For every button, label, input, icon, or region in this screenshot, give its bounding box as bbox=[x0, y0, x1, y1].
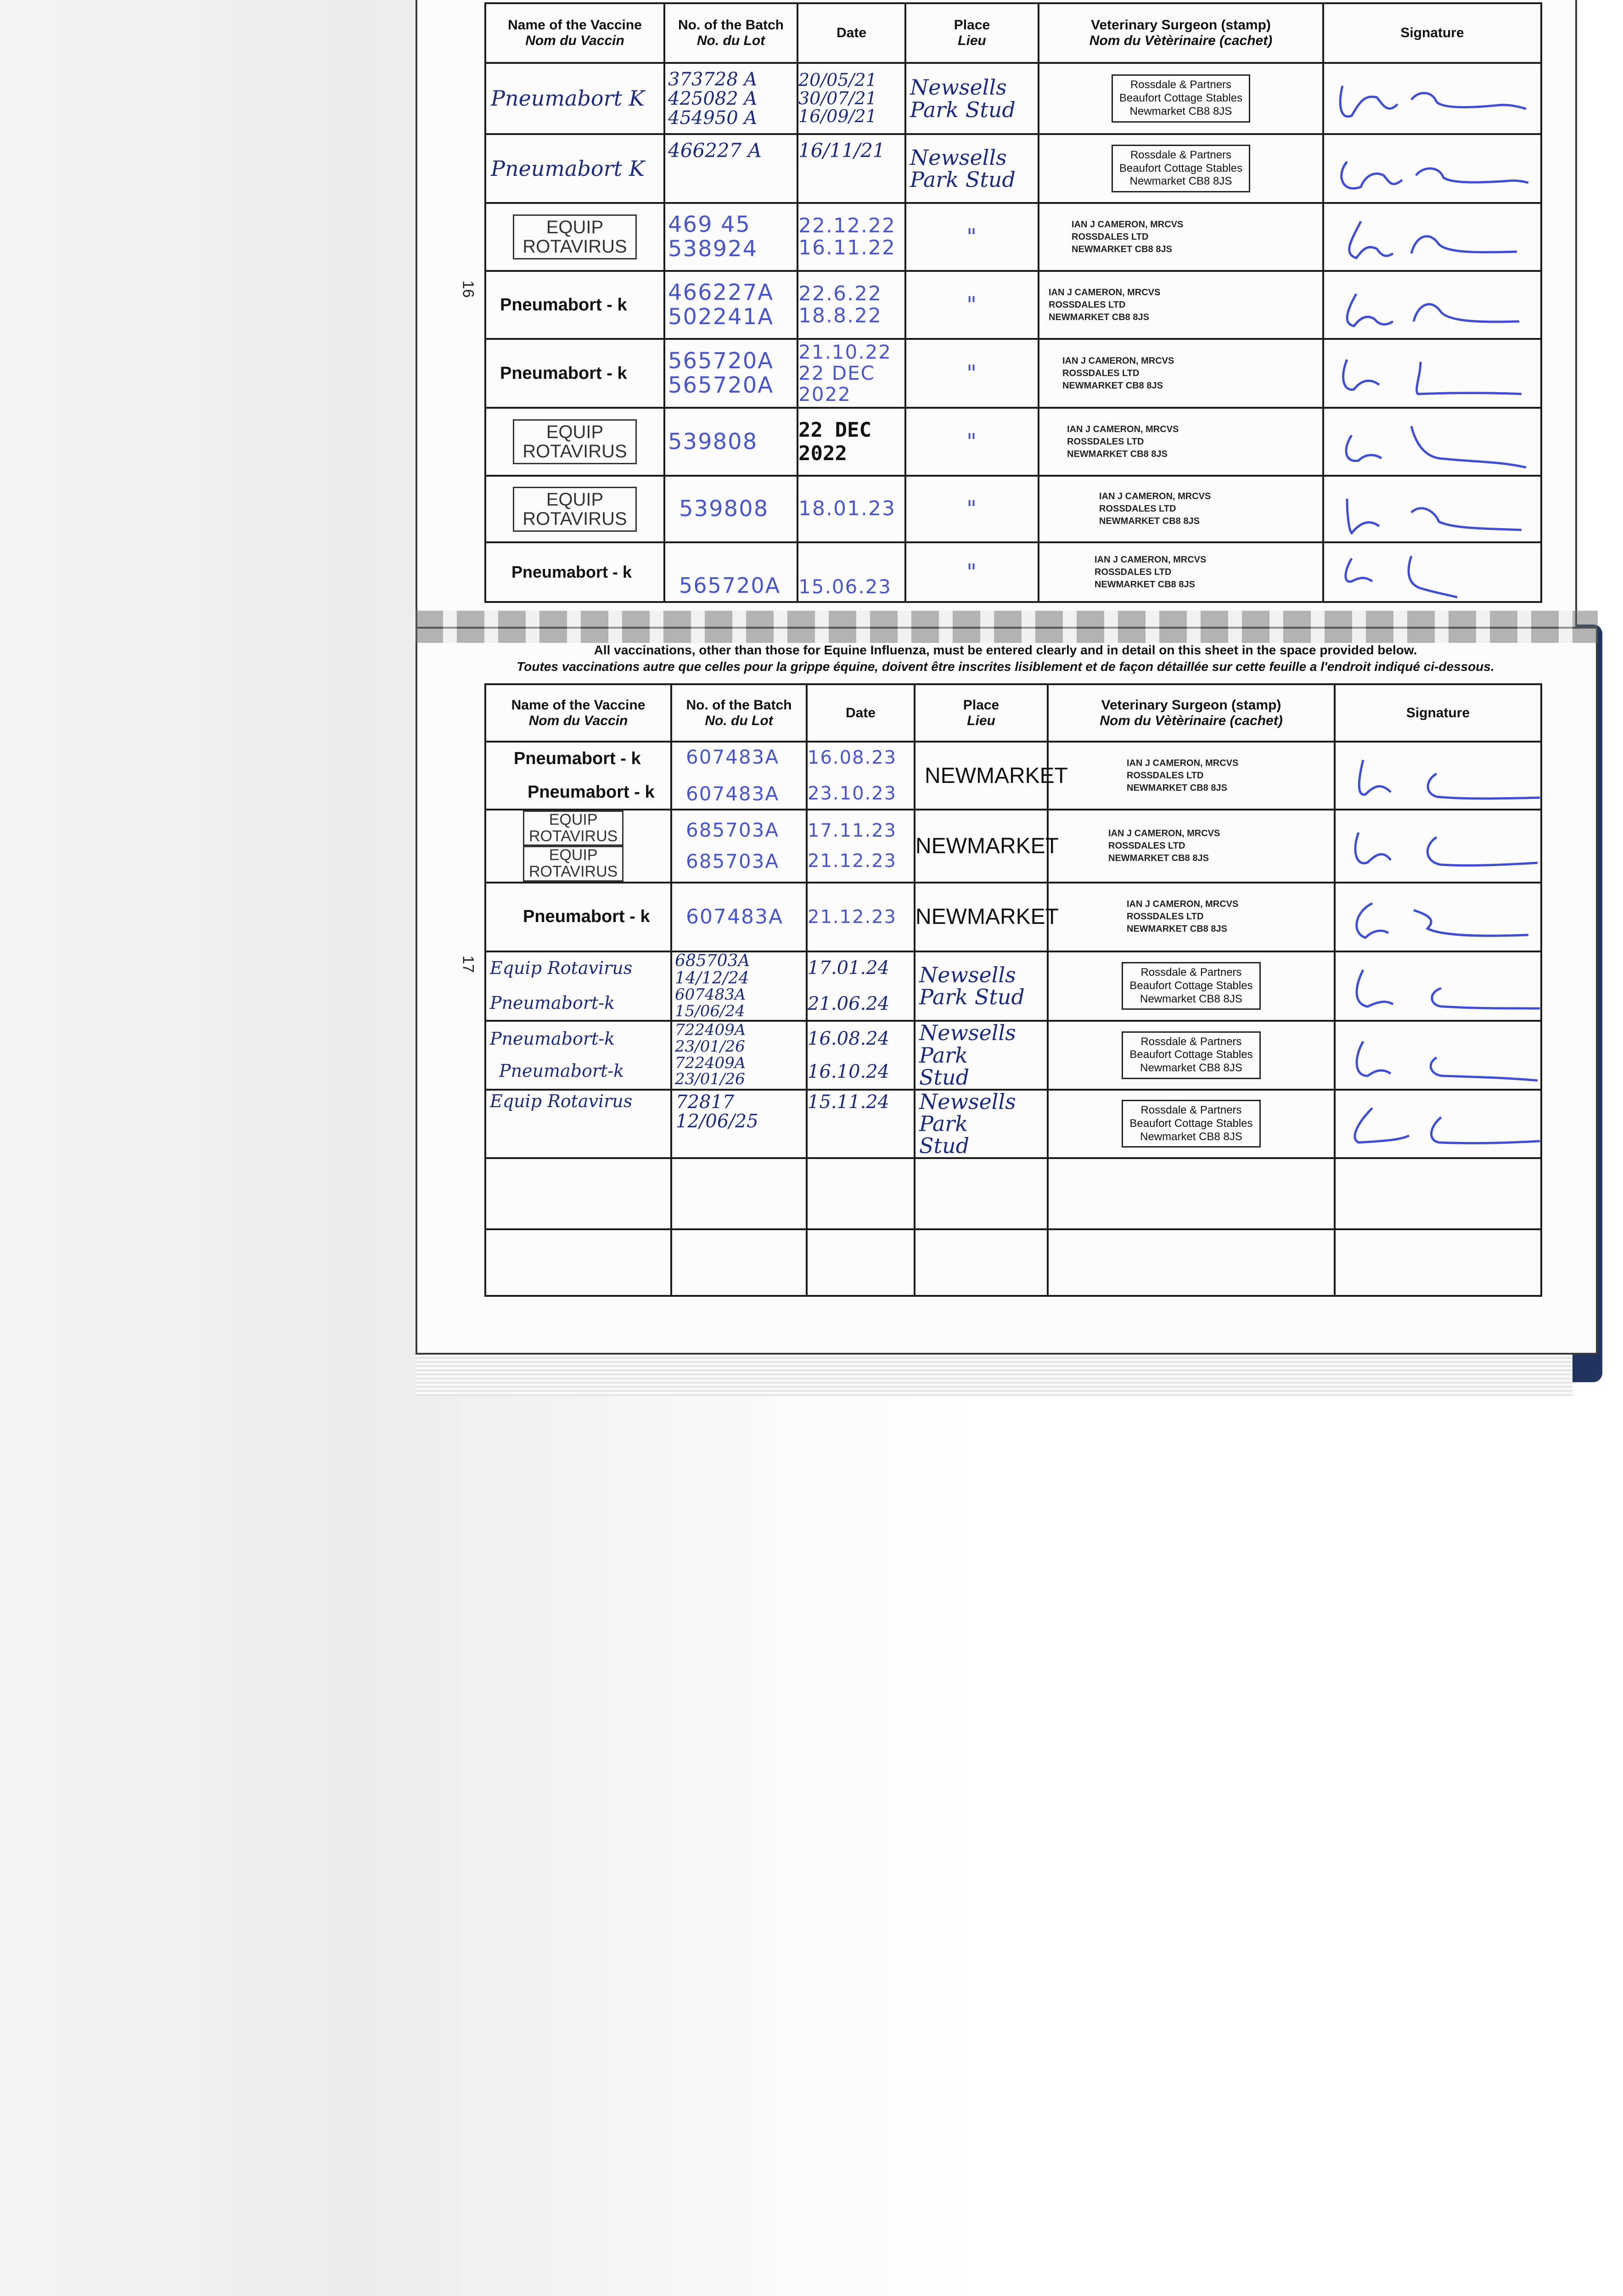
vaccine-name-stamp: EQUIP ROTAVIRUS bbox=[523, 810, 623, 846]
table-row bbox=[485, 542, 1541, 602]
vaccine-name: Pneumabort - k bbox=[511, 563, 632, 581]
vaccination-date: 22.12.22 16.11.22 bbox=[798, 214, 896, 259]
vaccination-date: 17.11.23 bbox=[808, 820, 897, 842]
vet-stamp-rossdale: Rossdale & Partners Beaufort Cottage Stables Newmarket CB8 8JS bbox=[1122, 962, 1260, 1010]
vaccination-place-ditto: " bbox=[966, 360, 978, 386]
signature-cell bbox=[1323, 271, 1541, 339]
vet-stamp-rossdale: Rossdale & Partners Beaufort Cottage Stables Newmarket CB8 8JS bbox=[1112, 145, 1250, 192]
vaccination-date-stamp: 22 DEC 2022 bbox=[798, 418, 871, 465]
header-batch: No. of the Batch No. du Lot bbox=[664, 3, 797, 63]
signature-cell bbox=[1335, 742, 1541, 810]
vet-signature bbox=[1345, 892, 1542, 947]
table-row bbox=[485, 810, 1541, 883]
vaccination-date: 15.11.24 bbox=[808, 1091, 890, 1113]
vet-signature bbox=[1333, 72, 1531, 127]
table-row bbox=[485, 1090, 1541, 1158]
signature-cell bbox=[1323, 476, 1541, 542]
header-place: Place Lieu bbox=[915, 684, 1048, 742]
vet-signature bbox=[1333, 551, 1531, 602]
signature-cell bbox=[1335, 883, 1541, 951]
vet-signature bbox=[1333, 143, 1531, 198]
batch-number: 539808 bbox=[668, 428, 758, 455]
vaccination-date: 16.10.24 bbox=[808, 1061, 890, 1082]
vaccination-place: Newsells Park Stud bbox=[919, 1020, 1016, 1090]
vaccination-date: 20/05/21 30/07/21 16/09/21 bbox=[798, 69, 877, 127]
vaccine-name: Equip Rotavirus bbox=[490, 958, 633, 979]
vet-stamp-cameron: IAN J CAMERON, MRCVS ROSSDALES LTD NEWMARKET CB8 8JS bbox=[1127, 899, 1239, 934]
vaccination-place-ditto: " bbox=[966, 224, 978, 250]
batch-number: 607483A 15/06/24 bbox=[675, 985, 746, 1021]
signature-cell bbox=[1323, 134, 1541, 203]
header-vet: Veterinary Surgeon (stamp) Nom du Vètèrinaire (cachet) bbox=[1039, 3, 1323, 63]
vaccination-place: NEWMARKET bbox=[925, 763, 1068, 788]
signature-cell bbox=[1323, 542, 1541, 602]
vaccination-place-ditto: " bbox=[966, 428, 978, 455]
batch-number: 685703A bbox=[686, 850, 780, 873]
upper-vaccination-table bbox=[484, 2, 1542, 603]
page-number-upper: 16 bbox=[459, 280, 477, 298]
vet-stamp-cameron: IAN J CAMERON, MRCVS ROSSDALES LTD NEWMARKET CB8 8JS bbox=[1127, 758, 1239, 793]
signature-cell bbox=[1323, 63, 1541, 134]
vet-signature bbox=[1333, 485, 1531, 540]
table-row bbox=[485, 408, 1541, 476]
vaccination-date: 15.06.23 bbox=[798, 575, 892, 598]
table-row-empty bbox=[485, 1229, 1541, 1296]
vaccine-name: Pneumabort K bbox=[491, 86, 645, 111]
page-edges bbox=[416, 1355, 1572, 1396]
vet-stamp-rossdale: Rossdale & Partners Beaufort Cottage Stables Newmarket CB8 8JS bbox=[1122, 1100, 1260, 1148]
table-row bbox=[485, 271, 1541, 339]
vaccine-name: Pneumabort-k bbox=[490, 993, 615, 1013]
vaccination-place: Newsells Park Stud bbox=[910, 145, 1016, 192]
header-date: Date bbox=[797, 3, 905, 63]
vet-stamp-cameron: IAN J CAMERON, MRCVS ROSSDALES LTD NEWMARKET CB8 8JS bbox=[1108, 828, 1220, 863]
batch-number: 685703A bbox=[686, 819, 780, 842]
vaccination-place: Newsells Park Stud bbox=[919, 1089, 1016, 1159]
vaccine-name: Pneumabort - k bbox=[514, 749, 641, 768]
batch-number: 466227 A bbox=[668, 139, 762, 162]
vaccination-place: NEWMARKET bbox=[915, 905, 1059, 929]
vet-stamp-cameron: IAN J CAMERON, MRCVS ROSSDALES LTD NEWMARKET CB8 8JS bbox=[1049, 287, 1161, 322]
vet-stamp-cameron: IAN J CAMERON, MRCVS ROSSDALES LTD NEWMARKET CB8 8JS bbox=[1062, 355, 1174, 391]
vaccine-name: Pneumabort - k bbox=[500, 363, 627, 383]
table-row bbox=[485, 63, 1541, 134]
vaccine-name: Pneumabort-k bbox=[499, 1060, 624, 1081]
vaccine-name-stamp: EQUIP ROTAVIRUS bbox=[513, 487, 636, 532]
vaccine-name: Pneumabort - k bbox=[528, 782, 655, 802]
vaccination-date: 21.10.22 22 DEC 2022 bbox=[798, 340, 892, 406]
vaccination-date: 21.12.23 bbox=[808, 906, 897, 928]
table-row bbox=[485, 476, 1541, 542]
vaccination-date: 22.6.22 18.8.22 bbox=[798, 281, 882, 327]
vet-stamp-cameron: IAN J CAMERON, MRCVS ROSSDALES LTD NEWMARKET CB8 8JS bbox=[1072, 219, 1184, 254]
signature-cell bbox=[1335, 1090, 1541, 1158]
vaccination-date: 16/11/21 bbox=[798, 139, 885, 162]
vet-stamp-rossdale: Rossdale & Partners Beaufort Cottage Stables Newmarket CB8 8JS bbox=[1112, 74, 1250, 122]
vet-signature bbox=[1333, 280, 1531, 335]
table-row bbox=[485, 742, 1541, 810]
header-vaccine: Name of the Vaccine Nom du Vaccin bbox=[485, 684, 671, 742]
batch-number: 72817 12/06/25 bbox=[676, 1091, 758, 1132]
signature-cell bbox=[1335, 810, 1541, 883]
vet-stamp-cameron: IAN J CAMERON, MRCVS ROSSDALES LTD NEWMARKET CB8 8JS bbox=[1099, 491, 1211, 526]
vaccination-place: Newsells Park Stud bbox=[910, 75, 1016, 122]
vet-stamp-rossdale: Rossdale & Partners Beaufort Cottage Stables Newmarket CB8 8JS bbox=[1122, 1031, 1260, 1079]
vet-signature bbox=[1345, 1099, 1542, 1154]
batch-number: 565720A bbox=[679, 573, 781, 598]
vet-signature bbox=[1333, 348, 1531, 403]
page-number-lower: 17 bbox=[459, 955, 477, 973]
signature-cell bbox=[1335, 951, 1541, 1021]
signature-cell bbox=[1323, 408, 1541, 476]
header-vaccine: Name of the Vaccine Nom du Vaccin bbox=[485, 3, 664, 63]
batch-number: 722409A 23/01/26 bbox=[675, 1053, 746, 1089]
header-signature: Signature bbox=[1335, 684, 1541, 742]
header-signature: Signature bbox=[1323, 3, 1541, 63]
batch-number: 607483A bbox=[686, 905, 784, 929]
header-vet: Veterinary Surgeon (stamp) Nom du Vètèrinaire (cachet) bbox=[1048, 684, 1335, 742]
vet-signature bbox=[1333, 212, 1531, 267]
vaccination-date: 16.08.24 bbox=[808, 1028, 890, 1049]
vaccination-date: 18.01.23 bbox=[798, 497, 896, 521]
vaccination-date: 21.06.24 bbox=[808, 993, 890, 1015]
batch-number: 539808 bbox=[679, 496, 769, 522]
vaccination-place-ditto: " bbox=[966, 559, 978, 585]
header-batch: No. of the Batch No. du Lot bbox=[671, 684, 807, 742]
vaccine-name-stamp: EQUIP ROTAVIRUS bbox=[513, 419, 636, 464]
table-header-row bbox=[485, 684, 1541, 742]
vaccine-name-stamp: EQUIP ROTAVIRUS bbox=[513, 214, 636, 259]
vaccine-name: Pneumabort - k bbox=[500, 295, 627, 315]
table-row bbox=[485, 1021, 1541, 1090]
vaccine-name: Equip Rotavirus bbox=[490, 1091, 633, 1111]
vet-signature bbox=[1345, 961, 1542, 1016]
batch-number: 722409A 23/01/26 bbox=[675, 1021, 746, 1056]
table-row bbox=[485, 134, 1541, 203]
vaccine-name: Pneumabort-k bbox=[490, 1028, 615, 1049]
vet-stamp-cameron: IAN J CAMERON, MRCVS ROSSDALES LTD NEWMARKET CB8 8JS bbox=[1095, 554, 1207, 590]
batch-number: 607483A bbox=[686, 782, 780, 805]
vaccination-date: 16.08.23 bbox=[808, 747, 897, 768]
vaccination-date: 23.10.23 bbox=[808, 783, 897, 804]
vet-signature bbox=[1345, 819, 1542, 874]
signature-cell bbox=[1323, 339, 1541, 408]
header-place: Place Lieu bbox=[905, 3, 1039, 63]
vaccination-place: Newsells Park Stud bbox=[919, 962, 1025, 1010]
table-row bbox=[485, 203, 1541, 271]
vaccine-name: Pneumabort - k bbox=[523, 907, 650, 927]
table-row bbox=[485, 339, 1541, 408]
notice-french: Toutes vaccinations autre que celles pour la grippe équine, doivent être inscrites lisiblement et de façon détaillée sur cette feuille a l'endroit indiqué ci-dessous. bbox=[517, 659, 1494, 674]
batch-number: 607483A bbox=[686, 745, 780, 768]
table-row bbox=[485, 951, 1541, 1021]
batch-number: 565720A 565720A bbox=[668, 348, 774, 398]
notice-english: All vaccinations, other than those for Equine Influenza, must be entered clearly and in detail on this sheet in the space provided below. bbox=[594, 643, 1417, 657]
header-date: Date bbox=[807, 684, 915, 742]
vaccine-name: Pneumabort K bbox=[491, 156, 645, 181]
batch-number: 466227A 502241A bbox=[668, 280, 774, 330]
vet-stamp-cameron: IAN J CAMERON, MRCVS ROSSDALES LTD NEWMARKET CB8 8JS bbox=[1067, 424, 1179, 459]
vaccination-date: 17.01.24 bbox=[808, 957, 890, 979]
book-spine bbox=[416, 611, 1598, 643]
vaccination-place-ditto: " bbox=[966, 496, 978, 522]
lower-vaccination-table bbox=[484, 683, 1542, 1297]
vaccination-place: NEWMARKET bbox=[915, 833, 1059, 858]
batch-number: 373728 A 425082 A 454950 A bbox=[668, 68, 758, 129]
table-row bbox=[485, 883, 1541, 951]
vet-signature bbox=[1345, 751, 1542, 806]
table-row-empty bbox=[485, 1158, 1541, 1229]
vet-signature bbox=[1345, 1030, 1542, 1085]
batch-number: 469 45 538924 bbox=[668, 212, 758, 262]
batch-number: 685703A 14/12/24 bbox=[675, 951, 750, 988]
vaccination-date: 21.12.23 bbox=[808, 850, 897, 872]
vaccine-name-stamp: EQUIP ROTAVIRUS bbox=[523, 846, 623, 881]
vet-signature bbox=[1333, 417, 1531, 472]
signature-cell bbox=[1335, 1021, 1541, 1090]
vaccination-place-ditto: " bbox=[966, 292, 978, 318]
table-header-row bbox=[485, 3, 1541, 63]
signature-cell bbox=[1323, 203, 1541, 271]
